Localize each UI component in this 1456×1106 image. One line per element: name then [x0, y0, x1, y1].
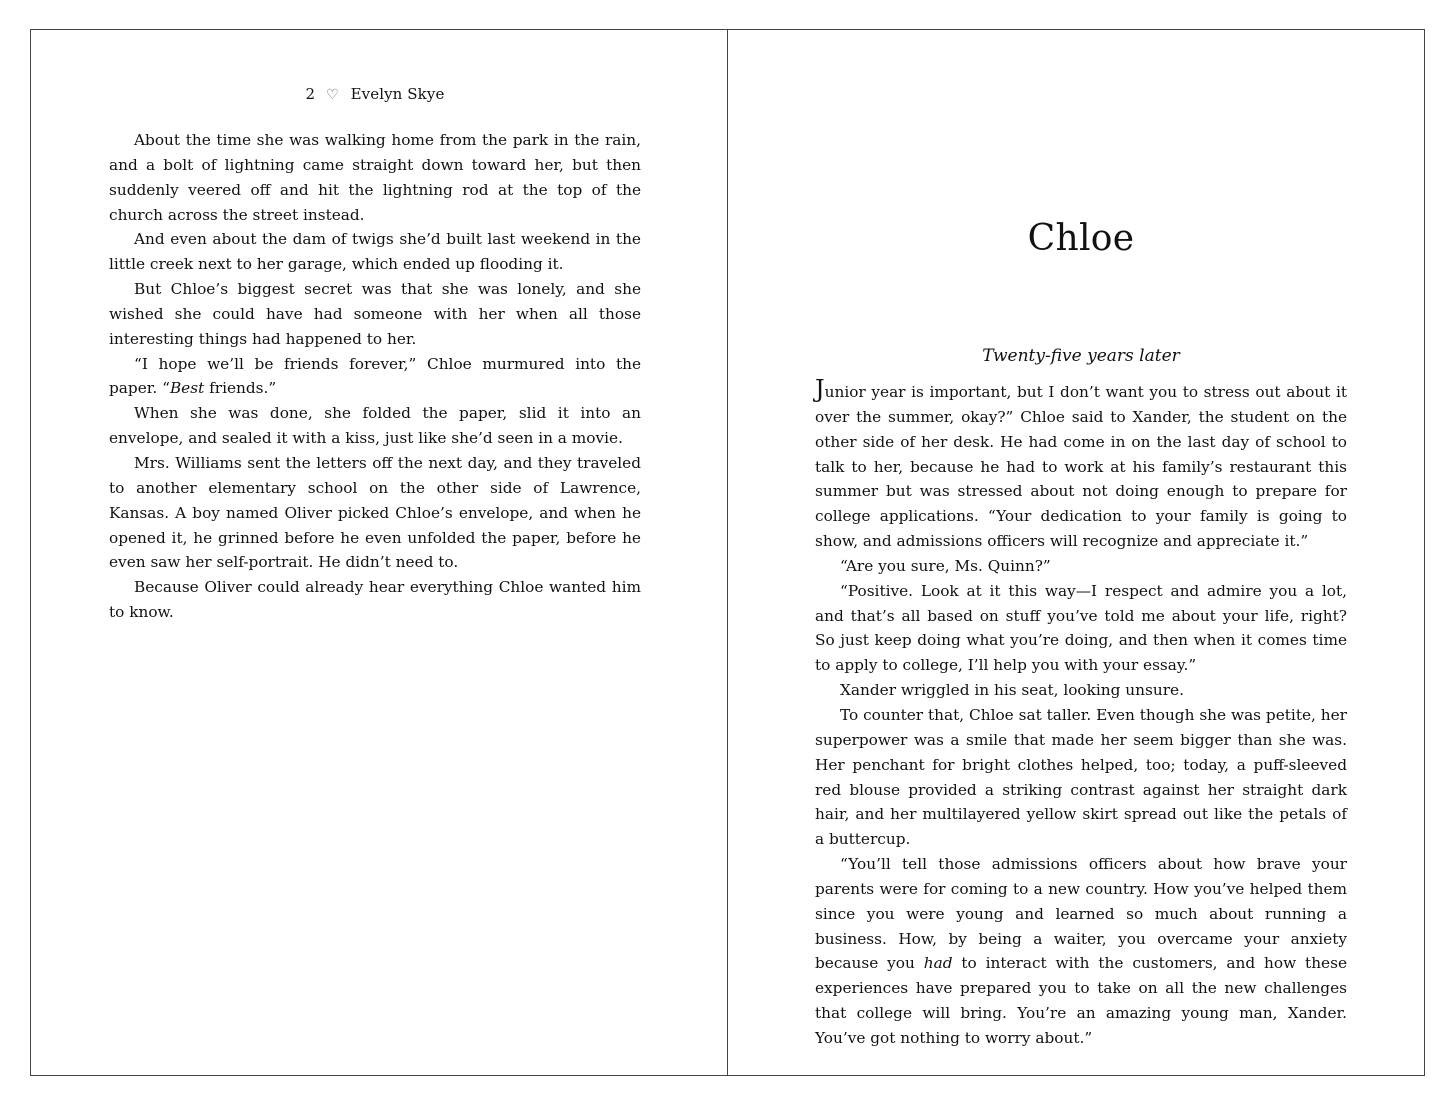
- paragraph: Because Oliver could already hear everything Chloe wanted him to know.: [109, 578, 641, 622]
- drop-cap: J: [815, 375, 825, 403]
- author-name: Evelyn Skye: [350, 85, 445, 103]
- left-page-text: [109, 128, 641, 625]
- quote-before: “I hope we’ll be friends forever,” Chloe murmured into the paper. “: [109, 354, 641, 398]
- page-number: 2: [305, 85, 316, 103]
- running-head: [109, 80, 641, 109]
- paragraph: About the time she was walking home from the park in the rain, and a bolt of lightning came straight down toward her, but then suddenly veered off and hit the lightning rod at the top of the church across the street instead.: [109, 131, 641, 224]
- final-before: “You’ll tell those admissions officers about how brave your parents were for coming to a new country. How you’ve helped them since you were young and learned so much about running a business. How, by being a waiter, you overcame your anxiety because you: [815, 855, 1347, 973]
- quote-after: friends.”: [204, 379, 277, 398]
- right-page: [815, 210, 1347, 1051]
- paragraph: Mrs. Williams sent the letters off the next day, and they traveled to another elementary school on the other side of Lawrence, Kansas. A boy named Oliver picked Chloe’s envelope, and when he opened it, he grinned before he even unfolded the paper, before he even saw her self-portrait. He didn’t need to.: [109, 453, 641, 572]
- quote-emphasis: Best: [169, 379, 205, 398]
- final-after: to interact with the customers, and how these experiences have prepared you to take on all the new challenges that college will bring. You’re an amazing young man, Xander. You’ve got nothing to worry about.”: [815, 954, 1348, 1047]
- chapter-title: Chloe: [1027, 218, 1135, 259]
- opening-text: unior year is important, but I don’t want you to stress out about it over the summer, okay?” Chloe said to Xander, the student on the other side of her desk. He had come in on the last day of school to talk to her, because he had to work at his family’s restaurant this summer but was stressed about not doing enough to prepare for college applications. “Your dedication to your family is going to show, and admissions officers will recognize and appreciate it.”: [815, 383, 1347, 551]
- paragraph: When she was done, she folded the paper, slid it into an envelope, and sealed it with a kiss, just like she’d seen in a movie.: [109, 404, 641, 448]
- paragraph: “Positive. Look at it this way—I respect and admire you a lot, and that’s all based on stuff you’ve told me about your life, right? So just keep doing what you’re doing, and then when it comes time to apply to college, I’ll help you with your essay.”: [815, 581, 1347, 675]
- paragraph: But Chloe’s biggest secret was that she was lonely, and she wished she could have had someone with her when all those interesting things had happened to her.: [109, 280, 641, 348]
- book-spine-divider: [727, 29, 728, 1076]
- chapter-epigraph: Twenty-five years later: [982, 346, 1180, 366]
- opening-paragraph: [815, 375, 1347, 554]
- paragraph: Xander wriggled in his seat, looking unsure.: [840, 681, 1184, 700]
- right-page-text: [815, 375, 1348, 1051]
- quote-paragraph: [109, 352, 641, 402]
- paragraph: And even about the dam of twigs she’d built last weekend in the little creek next to her garage, which ended up flooding it.: [109, 230, 641, 274]
- left-page: [109, 80, 641, 625]
- final-paragraph: [815, 852, 1347, 1051]
- paragraph: To counter that, Chloe sat taller. Even though she was petite, her superpower was a smile that made her seem bigger than she was. Her penchant for bright clothes helped, too; today, a puff-sleeved red blouse provided a striking contrast against her straight dark hair, and her multilayered yellow skirt spread out like the petals of a buttercup.: [815, 705, 1347, 849]
- heart-ornament-icon: ♡: [326, 87, 339, 103]
- paragraph: “Are you sure, Ms. Quinn?”: [840, 556, 1051, 575]
- final-emphasis: had: [923, 954, 953, 973]
